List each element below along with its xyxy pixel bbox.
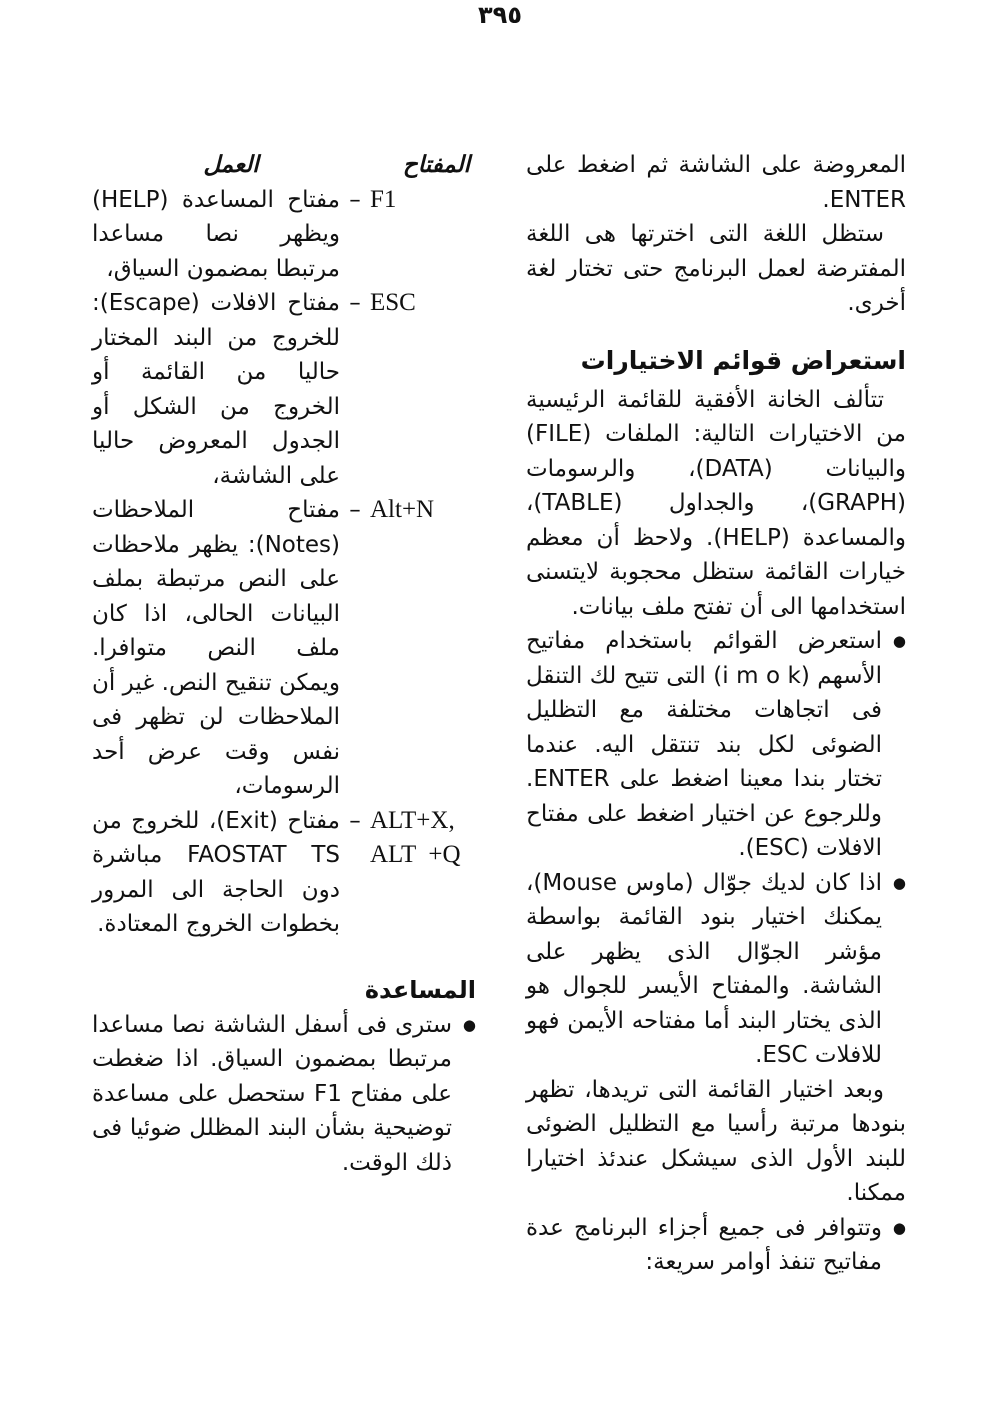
dash: –: [349, 497, 361, 523]
page-number: ٣٩٥: [478, 1, 522, 29]
bullet-mouse: ● اذا كان لديك جوّال (ماوس Mouse)، يمكنك اختيار بنود القائمة بواسطة مؤشر الجوّال الذى يظهر على الشاشة. والمفتاح الأيسر للجوال هو الذى يختار البند أما مفتاحه الأيمن فهو للافلات ESC.: [526, 866, 906, 1073]
key-cell: ALT+X, ALT +Q: [370, 806, 461, 868]
language-paragraph: ستظل اللغة التى اخترتها هى اللغة المفترضة لعمل البرنامج حتى تختار لغة أخرى.: [526, 221, 906, 316]
menus-heading: استعراض قوائم الاختيارات: [580, 345, 906, 375]
after-selection-paragraph: وبعد اختيار القائمة التى تريدها، تظهر بنودها مرتبة رأسيا مع التظليل الضوئى للبند الأول الذى سيشكل عندئذ اختيارا ممكنا.: [526, 1076, 906, 1206]
key-cell: F1: [370, 185, 397, 213]
dash: –: [349, 807, 361, 834]
table-row: [92, 493, 476, 804]
dash: –: [349, 290, 361, 316]
key-column-header: المفتاح: [402, 152, 470, 178]
action-cell: مفتاح (Exit)، للخروج من FAOSTAT TS مباشرة دون الحاجة الى المرور بخطوات الخروج المعتادة.: [92, 807, 340, 937]
menus-paragraph: تتألف الخانة الأفقية للقائمة الرئيسية من الاختيارات التالية: الملفات (FILE) والبيانات (DATA)، والرسومات (GRAPH)، والجداول (TABLE)، والمساعدة (HELP). ولاحظ أن معظم خيارات القائمة ستظل محجوبة لايتسنى استخدامها الى أن تفتح ملف بيانات.: [526, 386, 906, 620]
right-column: [526, 148, 906, 1280]
key-cell: Alt+N: [370, 496, 435, 523]
help-bullet: ● سترى فى أسفل الشاشة نصا مساعدا مرتبطا بمضمون السياق. اذا ضغطت على مفتاح F1 ستحصل على مساعدة توضيحية بشأن البند المظلل ضوئيا فى ذلك الوقت.: [92, 1008, 476, 1181]
intro-paragraph: المعروضة على الشاشة ثم اضغط على ENTER.: [526, 152, 906, 213]
left-column: [92, 148, 476, 1180]
table-row: [92, 804, 476, 942]
table-row: [92, 183, 476, 287]
dash: –: [349, 186, 361, 213]
key-table-header: [92, 148, 476, 183]
table-row: [92, 286, 476, 493]
bullet-shortcuts: ● وتتوافر فى جميع أجزاء البرنامج عدة مفاتيح تنفذ أوامر سريعة:: [526, 1211, 906, 1280]
action-cell: مفتاح الافلات (Escape): للخروج من البند المختار حاليا من القائمة أو الخروج من الشكل أو الجدول المعروض حاليا على الشاشة،: [92, 290, 340, 489]
action-cell: مفتاح الملاحظات (Notes): يظهر ملاحظات على النص مرتبطة بملف البيانات الحالى، اذا كان ملف النص متوافرا. ويمكن تنقيح النص. غير أن الملاحظات لن تظهر فى نفس وقت عرض أحد الرسومات،: [92, 497, 340, 799]
action-column-header: العمل: [203, 152, 259, 178]
key-cell: ESC: [370, 289, 416, 316]
bullet-arrow-keys: ● استعرض القوائم باستخدام مفاتيح الأسهم (i m o k) التى تتيح لك التنقل فى اتجاهات مختلفة مع التظليل الضوئى لكل بند تنتقل اليه. عندما تختار بندا معينا اضغط على ENTER. وللرجوع عن اختيار اضغط على مفتاح الافلات (ESC).: [526, 624, 906, 866]
help-section-title: المساعدة: [364, 975, 476, 1004]
action-cell: مفتاح المساعدة (HELP) ويظهر نصا مساعدا مرتبطا بمضمون السياق،: [92, 186, 340, 282]
